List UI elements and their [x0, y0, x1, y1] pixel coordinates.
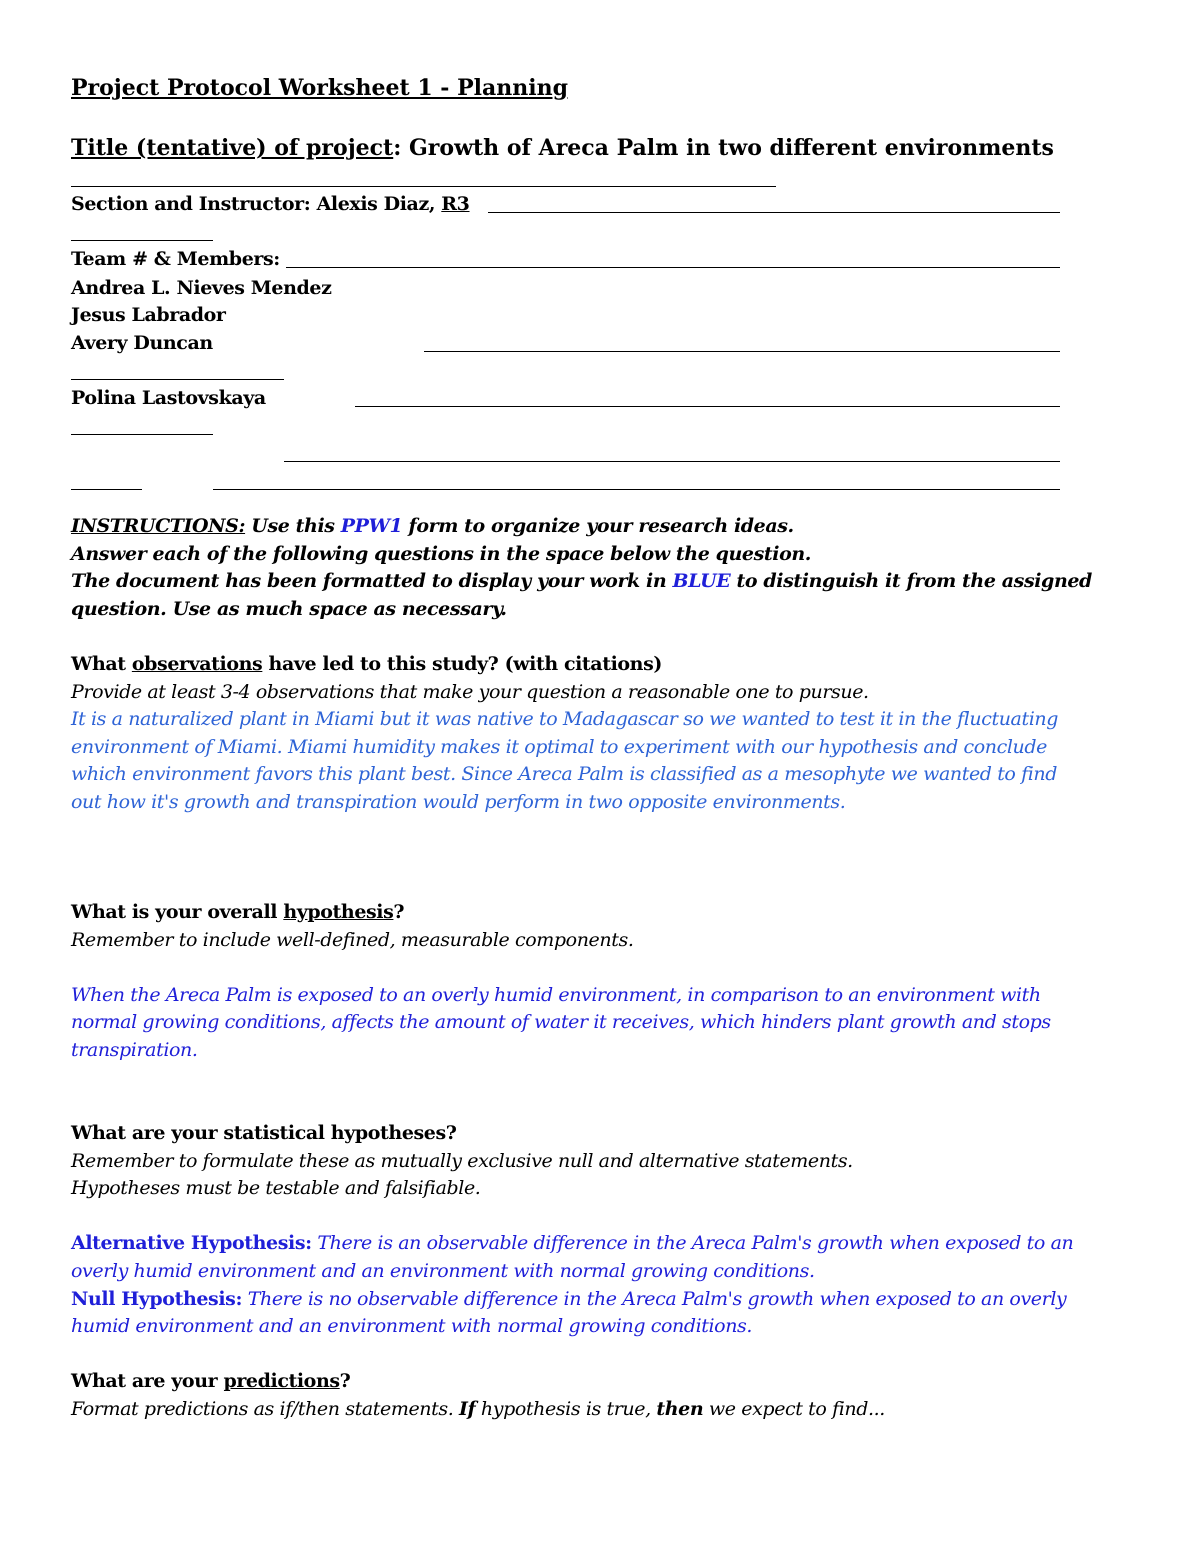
prompt-text: we expect to find... [703, 1398, 885, 1420]
question-keyword: hypothesis [283, 901, 394, 923]
section-instructor-line [71, 192, 470, 216]
instructions-line-3 [71, 569, 1092, 593]
member-rule [424, 351, 1060, 352]
null-hypothesis [71, 1287, 1066, 1311]
question-text: What are your [71, 1370, 224, 1392]
project-title-label: Title (tentative) of project [71, 135, 394, 161]
alternative-text: There is an observable difference in the Areca Palm's growth when exposed to an [311, 1232, 1074, 1254]
question-text: ? [393, 901, 405, 923]
member-rule [355, 406, 1060, 407]
section-value: Alexis Diaz, [316, 193, 442, 215]
blue-highlight: BLUE [672, 570, 731, 592]
team-rule [286, 267, 1060, 268]
team-member: Avery Duncan [71, 332, 213, 354]
section-label: Section and Instructor: [71, 193, 311, 215]
observations-answer-line: environment of Miami. Miami humidity makes it optimal to experiment with our hypothesis and conclude [71, 736, 1047, 758]
null-label: Null Hypothesis: [71, 1288, 243, 1310]
member-rule [71, 434, 213, 435]
title-rule [71, 186, 776, 187]
hypothesis-answer-line: When the Areca Palm is exposed to an overly humid environment, in comparison to an environment with [71, 984, 1041, 1006]
question-keyword: observations [131, 653, 263, 675]
section-rule [488, 212, 1060, 213]
team-member: Polina Lastovskaya [71, 387, 266, 409]
worksheet-title: Project Protocol Worksheet 1 - Planning [71, 75, 568, 101]
instructions-text: Use this [245, 515, 341, 537]
instructions-line-4: question. Use as much space as necessary. [71, 598, 507, 620]
project-title-line [71, 134, 1054, 162]
hypothesis-question [71, 900, 404, 924]
observations-answer-line: out how it's growth and transpiration would perform in two opposite environments. [71, 791, 846, 813]
ppw1-highlight: PPW1 [340, 515, 403, 537]
question-keyword: predictions [223, 1370, 340, 1392]
project-title-value: Growth of Areca Palm in two different environments [409, 135, 1054, 161]
statistical-prompt-line: Hypotheses must be testable and falsifiable. [71, 1177, 481, 1199]
null-text: There is no observable difference in the Areca Palm's growth when exposed to an overly [242, 1288, 1067, 1310]
section-rule-2 [71, 240, 213, 241]
prompt-then: then [656, 1398, 704, 1420]
blank-rule [213, 489, 1060, 490]
hypothesis-answer-line: transpiration. [71, 1039, 198, 1061]
observations-question [71, 652, 662, 676]
prompt-text: hypothesis is true, [475, 1398, 657, 1420]
hypothesis-answer-line: normal growing conditions, affects the amount of water it receives, which hinders plant growth and stops [71, 1011, 1051, 1033]
instructions-label: INSTRUCTIONS: [71, 515, 246, 537]
team-label: Team # & Members: [71, 248, 280, 270]
hypothesis-prompt: Remember to include well-defined, measurable components. [71, 929, 634, 951]
instructions-text: The document has been formatted to display your work in [71, 570, 673, 592]
prompt-if: If [459, 1398, 476, 1420]
alternative-text-cont: overly humid environment and an environment with normal growing conditions. [71, 1260, 815, 1282]
team-member: Andrea L. Nieves Mendez [71, 277, 332, 299]
null-text-cont: humid environment and an environment with normal growing conditions. [71, 1315, 753, 1337]
statistical-prompt-line: Remember to formulate these as mutually exclusive null and alternative statements. [71, 1150, 853, 1172]
statistical-question: What are your statistical hypotheses? [71, 1122, 457, 1144]
predictions-question [71, 1369, 350, 1393]
observations-answer-line: It is a naturalized plant in Miami but it was native to Madagascar so we wanted to test it in the fluctuating [71, 708, 1058, 730]
instructions-line-1 [71, 514, 794, 538]
blank-rule [71, 489, 142, 490]
instructions-text: to distinguish it from the assigned [730, 570, 1092, 592]
alternative-label: Alternative Hypothesis: [71, 1232, 312, 1254]
blank-rule [284, 461, 1060, 462]
member-rule [71, 379, 284, 380]
alternative-hypothesis [71, 1231, 1073, 1255]
project-title-colon: : [393, 135, 402, 161]
section-code: R3 [441, 193, 470, 215]
prompt-text: Format predictions as if/then statements. [71, 1398, 460, 1420]
question-text: have led to this study? (with citations) [262, 653, 662, 675]
question-text: What is your overall [71, 901, 284, 923]
question-text: What [71, 653, 132, 675]
question-text: ? [339, 1370, 351, 1392]
observations-prompt: Provide at least 3-4 observations that make your question a reasonable one to pursue. [71, 681, 869, 703]
instructions-text: form to organize your research ideas. [402, 515, 794, 537]
observations-answer-line: which environment favors this plant best. Since Areca Palm is classified as a mesophyte we wanted to find [71, 763, 1058, 785]
team-member: Jesus Labrador [71, 304, 226, 326]
predictions-prompt [71, 1397, 885, 1421]
instructions-line-2: Answer each of the following questions in the space below the question. [71, 543, 812, 565]
